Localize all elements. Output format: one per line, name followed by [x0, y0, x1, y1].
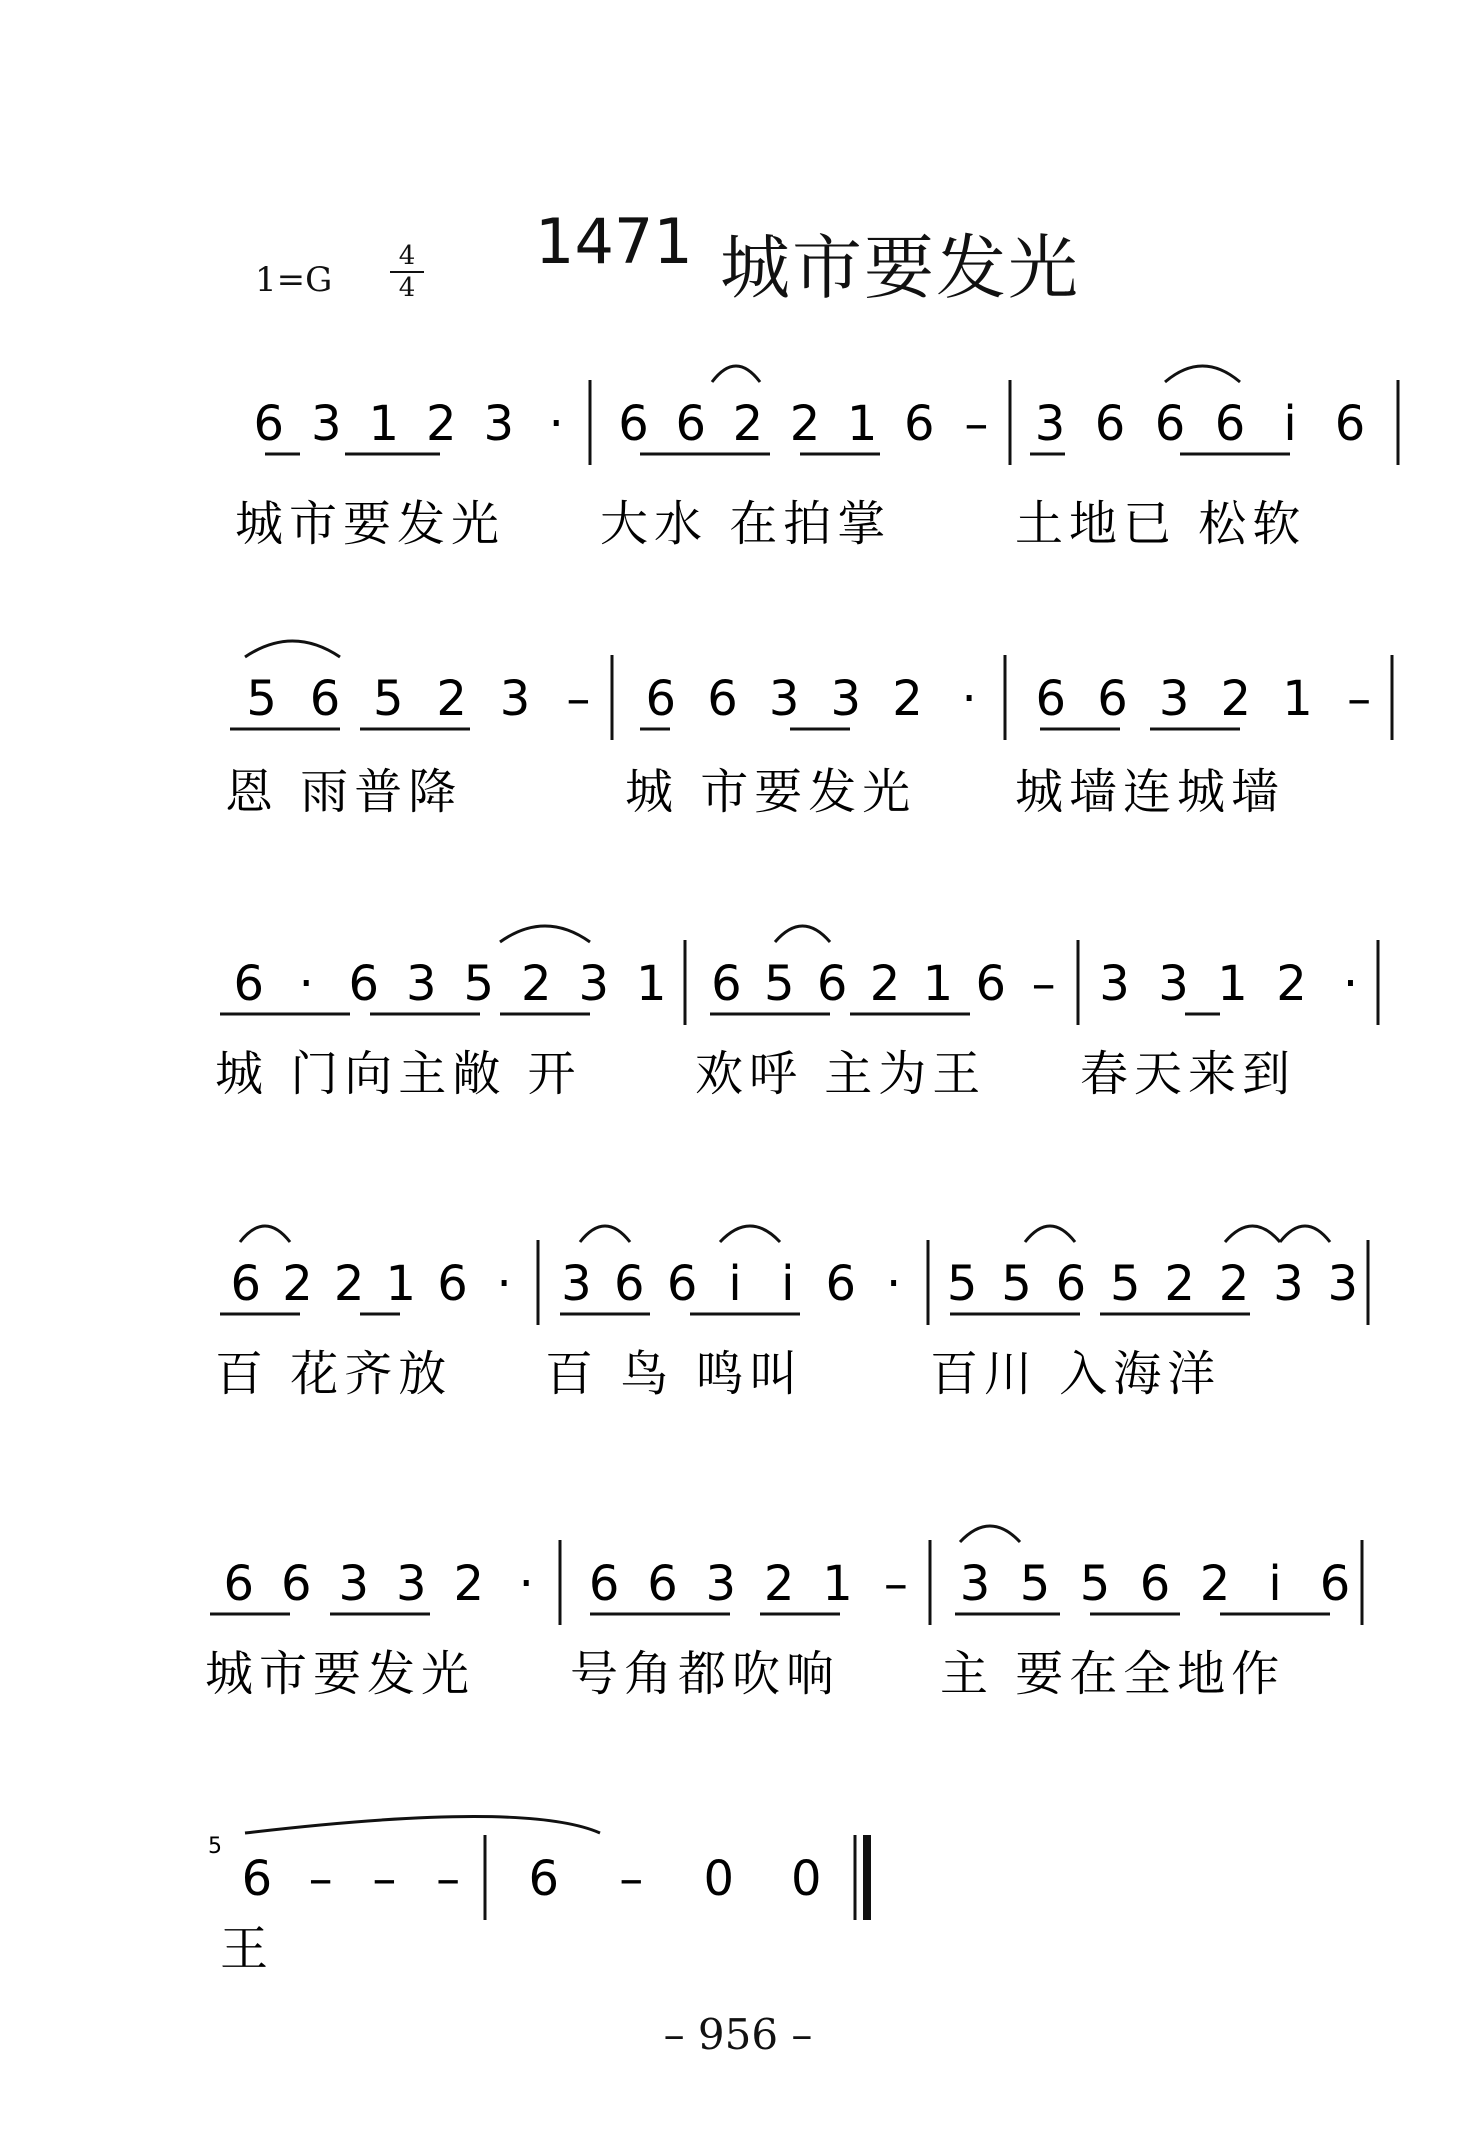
lyric: 百川 入海洋 — [930, 1346, 1222, 1402]
dot: · — [885, 1256, 902, 1312]
note: 3 — [405, 956, 437, 1012]
measure — [1080, 956, 1358, 1102]
lyric: 城市要发光 — [235, 496, 506, 552]
note: 1 — [385, 1256, 417, 1312]
note: 3 — [768, 671, 800, 727]
lyric: 恩 雨普降 — [225, 764, 463, 820]
dot: · — [496, 1256, 512, 1312]
note: 6 — [666, 1256, 698, 1312]
note: 2 — [869, 956, 901, 1012]
note: 1 — [368, 396, 400, 452]
note: 2 — [333, 1256, 365, 1312]
note: 6 — [675, 396, 706, 452]
note: 5 — [246, 671, 277, 727]
note: 6 — [280, 1556, 312, 1612]
lyric: 城墙连城墙 — [1015, 764, 1286, 820]
measure — [1015, 396, 1365, 552]
note: 3 — [830, 671, 862, 727]
note: 6 — [309, 671, 341, 727]
lyric: 城 市要发光 — [625, 764, 917, 820]
note: 6 — [1094, 396, 1126, 452]
measure — [215, 1256, 512, 1402]
measure — [208, 1834, 460, 1977]
note: 3 — [561, 1256, 592, 1312]
note: 3 — [1099, 956, 1130, 1012]
note: 2 — [520, 956, 552, 1012]
note: 6 — [253, 396, 285, 452]
note: i — [728, 1256, 742, 1312]
staff-system — [225, 655, 1392, 820]
note: 1 — [1217, 956, 1248, 1012]
note: 2 — [1164, 1256, 1195, 1312]
note: 3 — [499, 671, 531, 727]
title-number: 1471 — [535, 205, 693, 278]
note: i — [1283, 396, 1297, 452]
note: 6 — [1055, 1256, 1087, 1312]
note: 1 — [1282, 671, 1313, 727]
note: i — [1268, 1556, 1282, 1612]
measure — [570, 1556, 908, 1702]
note: 1 — [635, 956, 667, 1012]
measure — [940, 1556, 1350, 1702]
lyric: 春天来到 — [1080, 1046, 1297, 1102]
note: 6 — [230, 1256, 262, 1312]
note: 6 — [975, 956, 1006, 1012]
note: 6 — [1154, 396, 1186, 452]
measure — [528, 1851, 821, 1907]
note: 6 — [437, 1256, 468, 1312]
dot: · — [961, 671, 977, 727]
time-signature-top: 4 — [390, 243, 424, 273]
note: 5 — [764, 956, 795, 1012]
note: 3 — [483, 396, 515, 452]
lyric: 号角都吹响 — [570, 1646, 841, 1702]
note: 5 — [1019, 1556, 1051, 1612]
note: 1 — [922, 956, 954, 1012]
note: 1 — [822, 1556, 853, 1612]
note: 3 — [705, 1556, 737, 1612]
note: 6 — [223, 1556, 255, 1612]
note: 3 — [1158, 671, 1190, 727]
dot: · — [1342, 956, 1359, 1012]
staff-system — [235, 380, 1398, 552]
note: 6 — [1334, 396, 1366, 452]
note: 2 — [892, 671, 923, 727]
dot: · — [298, 956, 314, 1012]
note: 3 — [1034, 396, 1066, 452]
note: 5 — [463, 956, 495, 1012]
slur — [960, 1526, 1020, 1542]
slur — [245, 641, 340, 657]
lyric: 百 鸟 鸣叫 — [545, 1346, 804, 1402]
slur — [500, 926, 590, 942]
note: 2 — [1199, 1556, 1231, 1612]
slur — [580, 1226, 630, 1242]
note: 5 — [1079, 1556, 1111, 1612]
note: 2 — [425, 396, 457, 452]
note: 6 — [711, 956, 742, 1012]
note: 6 — [904, 396, 935, 452]
note: 6 — [645, 671, 677, 727]
note: 6 — [348, 956, 380, 1012]
dash: – — [308, 1851, 333, 1907]
time-signature-bottom: 4 — [398, 273, 416, 303]
note: 6 — [1319, 1556, 1351, 1612]
note: 6 — [1214, 396, 1246, 452]
note: 6 — [233, 956, 265, 1012]
dash: – — [1031, 956, 1056, 1012]
lyric: 土地已 松软 — [1015, 496, 1307, 552]
note: 3 — [578, 956, 610, 1012]
dot: · — [548, 396, 564, 452]
dash: – — [436, 1851, 461, 1907]
slur — [1280, 1226, 1330, 1242]
note: 0 — [790, 1851, 822, 1907]
note: 5 — [1001, 1256, 1032, 1312]
lyric: 百 花齐放 — [215, 1346, 453, 1402]
note: 3 — [338, 1556, 370, 1612]
note: 2 — [763, 1556, 795, 1612]
dash: – — [372, 1851, 397, 1907]
measure — [235, 396, 564, 552]
note: 6 — [614, 1256, 645, 1312]
note: 1 — [846, 396, 878, 452]
note: 6 — [1097, 671, 1128, 727]
dash: – — [883, 1556, 908, 1612]
note: 5 — [373, 671, 404, 727]
slur — [1225, 1226, 1280, 1242]
measure — [545, 1256, 901, 1402]
slur — [720, 1226, 780, 1242]
dash: – — [1347, 671, 1372, 727]
staff-system — [205, 1540, 1362, 1702]
lyric: 欢呼 主为王 — [695, 1046, 987, 1102]
note: 2 — [732, 396, 764, 452]
note: 3 — [310, 396, 342, 452]
lyric: 主 要在全地作 — [940, 1646, 1286, 1702]
key-signature: 1=G — [255, 260, 333, 300]
note: 6 — [241, 1851, 273, 1907]
note: 6 — [825, 1256, 856, 1312]
measure — [225, 671, 590, 820]
measure — [215, 956, 667, 1102]
measure — [695, 956, 1056, 1102]
slur — [1165, 366, 1240, 382]
note: 6 — [647, 1556, 678, 1612]
note: 5 — [946, 1256, 978, 1312]
note: 3 — [1327, 1256, 1359, 1312]
note: 6 — [707, 671, 738, 727]
measure — [600, 396, 988, 552]
staff-system — [215, 940, 1378, 1102]
note: 2 — [1218, 1256, 1250, 1312]
measure — [205, 1556, 534, 1702]
slur — [712, 366, 760, 382]
note: 6 — [1139, 1556, 1171, 1612]
note: 2 — [436, 671, 467, 727]
note: i — [781, 1256, 795, 1312]
note: 6 — [816, 956, 848, 1012]
note: 5 — [1110, 1256, 1141, 1312]
lyric: 王 — [220, 1921, 275, 1977]
slur — [1025, 1226, 1075, 1242]
note: 6 — [1035, 671, 1067, 727]
measure — [930, 1256, 1358, 1402]
page-number: – 956 – — [663, 2010, 813, 2059]
note: 2 — [1220, 671, 1252, 727]
dot: · — [518, 1556, 534, 1612]
dash: – — [964, 396, 989, 452]
note: 2 — [282, 1256, 313, 1312]
note: 6 — [618, 396, 649, 452]
note: 6 — [588, 1556, 620, 1612]
staff-system — [215, 1240, 1368, 1402]
dash: – — [566, 671, 591, 727]
staff-system — [208, 1817, 867, 1978]
note: 3 — [1158, 956, 1189, 1012]
lyric: 城市要发光 — [205, 1646, 476, 1702]
note: 3 — [959, 1556, 991, 1612]
tie — [245, 1817, 600, 1834]
note: 6 — [528, 1851, 560, 1907]
note: 2 — [453, 1556, 485, 1612]
note: 0 — [703, 1851, 735, 1907]
slur — [240, 1226, 290, 1242]
note: 2 — [789, 396, 821, 452]
note: 3 — [1273, 1256, 1304, 1312]
slur — [775, 926, 830, 942]
note: 3 — [395, 1556, 427, 1612]
measure — [1015, 671, 1371, 820]
grace-note: 5 — [208, 1834, 222, 1859]
lyric: 城 门向主敞 开 — [215, 1046, 582, 1102]
note: 2 — [1276, 956, 1307, 1012]
lyric: 大水 在拍掌 — [600, 496, 892, 552]
measure — [625, 671, 977, 820]
dash: – — [619, 1851, 644, 1907]
page-title: 城市要发光 — [720, 227, 1080, 309]
